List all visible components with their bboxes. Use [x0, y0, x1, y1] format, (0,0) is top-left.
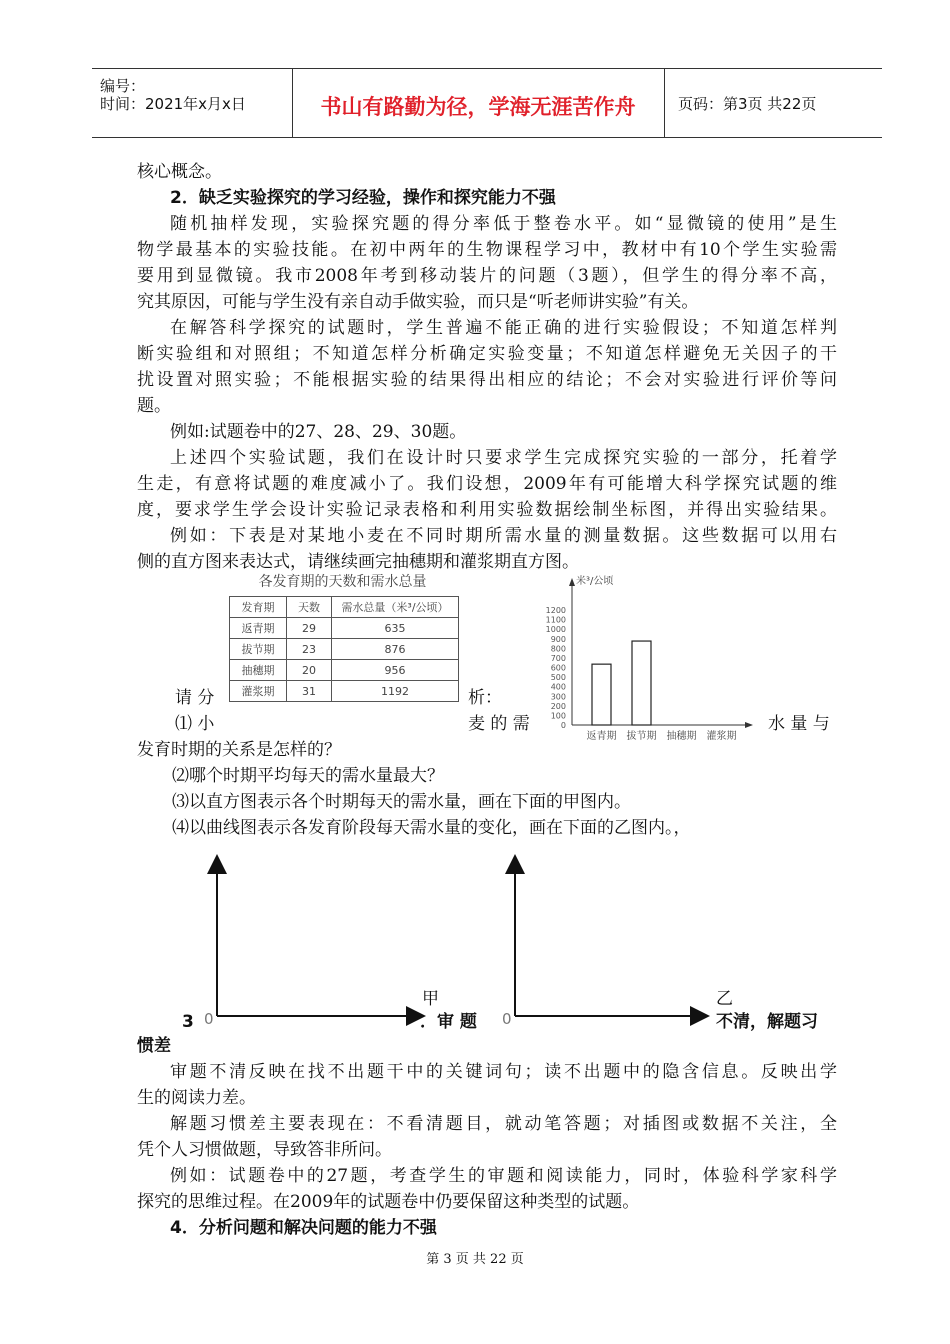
- y-axis-arrow: [569, 578, 575, 586]
- section-heading-3-num: 3: [182, 1012, 194, 1032]
- text-line: 凭个人习惯做题，导致答非所问。: [137, 1140, 392, 1160]
- table-header: 需水总量（米³/公顷）: [332, 597, 459, 618]
- y-tick-label: 400: [550, 682, 566, 692]
- bar: [632, 641, 651, 725]
- text-line: 物学最基本的实验技能。在初中两年的生物课程学习中，教材中有10个学生实验需: [137, 240, 837, 260]
- y-tick-label: 0: [560, 721, 566, 730]
- y-tick-label: 300: [550, 692, 566, 702]
- header-time: 时间：2021年x月x日: [100, 95, 246, 113]
- page-header: [92, 68, 882, 138]
- x-tick-label: 拔节期: [626, 731, 657, 742]
- x-tick-label: 灌浆期: [706, 731, 737, 742]
- table-cell: 956: [332, 660, 459, 681]
- table-title: 各发育期的天数和需水总量: [258, 574, 427, 590]
- table-row: [230, 639, 459, 660]
- y-tick-label: 500: [550, 673, 566, 683]
- section-heading-3-mid: ．审 题: [420, 1012, 477, 1032]
- table-cell: 返青期: [230, 618, 287, 639]
- text-fragment: ⑴ 小: [175, 714, 215, 734]
- page-footer: 第 3 页 共 22 页: [426, 1252, 524, 1267]
- text-line: 发育时期的关系是怎样的？: [137, 740, 341, 760]
- table-cell: 灌浆期: [230, 681, 287, 702]
- table-cell: 1192: [332, 681, 459, 702]
- text-fragment: 析：: [468, 688, 502, 708]
- origin-label-yi: 0: [502, 1010, 512, 1028]
- text-fragment: 麦 的 需: [468, 714, 530, 734]
- text-line: 生走，有意将试题的难度减小了。我们设想，2009年有可能增大科学探究试题的维: [137, 474, 837, 494]
- text-line: ⑷以曲线图表示各发育阶段每天需水量的变化，画在下面的乙图内。，: [172, 818, 691, 838]
- section-heading-4: 4．分析问题和解决问题的能力不强: [170, 1218, 437, 1238]
- figure-label-jia: 甲: [422, 989, 439, 1009]
- data-table: [229, 596, 459, 702]
- text-line: 究其原因，可能与学生没有亲自动手做实验，而只是“听老师讲实验”有关。: [137, 292, 699, 312]
- table-row: [230, 660, 459, 681]
- text-line: 探究的思维过程。在2009年的试题卷中仍要保留这种类型的试题。: [137, 1192, 640, 1212]
- section-heading-3-end: 惯差: [137, 1036, 171, 1056]
- text-fragment: 请 分: [175, 688, 215, 708]
- water-bar-chart: [540, 570, 760, 750]
- text-line: 审题不清反映在找不出题干中的关键词句；读不出题中的隐含信息。反映出学: [170, 1062, 837, 1082]
- table-cell: 拔节期: [230, 639, 287, 660]
- y-axis-label: 米³/公顷: [576, 576, 614, 587]
- y-tick-label: 700: [550, 653, 566, 663]
- figure-label-yi: 乙: [716, 989, 733, 1009]
- text-line: 断实验组和对照组；不知道怎样分析确定实验变量；不知道怎样避免无关因子的干: [137, 344, 837, 364]
- text-line: 题。: [137, 396, 171, 416]
- section-heading-3-right: 不清，解题习: [716, 1012, 818, 1032]
- y-tick-label: 1200: [545, 606, 566, 615]
- y-tick-label: 1000: [545, 625, 566, 635]
- table-header: 天数: [287, 597, 332, 618]
- text-fragment: 水 量 与: [768, 714, 830, 734]
- table-row: [230, 681, 459, 702]
- y-tick-label: 200: [550, 701, 566, 711]
- header-info-cell: [92, 69, 293, 137]
- header-id: 编号：: [100, 77, 146, 95]
- text-line: ⑶以直方图表示各个时期每天的需水量，画在下面的甲图内。: [172, 792, 631, 812]
- text-line: 生的阅读力差。: [137, 1088, 256, 1108]
- table-cell: 29: [287, 618, 332, 639]
- table-cell: 23: [287, 639, 332, 660]
- text-line: ⑵哪个时期平均每天的需水量最大？: [172, 766, 444, 786]
- x-tick-label: 返青期: [586, 731, 617, 742]
- text-line: 度，要求学生学会设计实验记录表格和利用实验数据绘制坐标图，并得出实验结果。: [137, 500, 837, 520]
- table-cell: 抽穗期: [230, 660, 287, 681]
- bar: [592, 664, 611, 725]
- table-header-row: [230, 597, 459, 618]
- y-tick-label: 600: [550, 663, 566, 673]
- text-line: 例如:试题卷中的27、28、29、30题。: [170, 422, 467, 442]
- table-row: [230, 618, 459, 639]
- text-line: 例如：试题卷中的27题，考查学生的审题和阅读能力，同时，体验科学家科学: [170, 1166, 837, 1186]
- table-cell: 31: [287, 681, 332, 702]
- text-line: 在解答科学探究的试题时，学生普遍不能正确的进行实验假设；不知道怎样判: [170, 318, 837, 338]
- header-page: 页码：第3页 共22页: [678, 95, 817, 113]
- table-cell: 20: [287, 660, 332, 681]
- y-tick-label: 100: [550, 711, 566, 721]
- header-motto: 书山有路勤为径，学海无涯苦作舟: [320, 95, 636, 119]
- text-line: 随机抽样发现，实验探究题的得分率低于整卷水平。如“显微镜的使用”是生: [170, 214, 837, 234]
- table-cell: 876: [332, 639, 459, 660]
- text-line: 要用到显微镜。我市2008年考到移动装片的问题（3题），但学生的得分率不高，: [137, 266, 837, 286]
- y-tick-label: 800: [550, 644, 566, 654]
- table-cell: 635: [332, 618, 459, 639]
- text-line: 上述四个实验试题，我们在设计时只要求学生完成探究实验的一部分，托着学: [170, 448, 837, 468]
- x-tick-label: 抽穗期: [666, 731, 697, 742]
- header-motto-cell: [292, 69, 665, 137]
- text-line: 扰设置对照实验；不能根据实验的结果得出相应的结论；不会对实验进行评价等问: [137, 370, 837, 390]
- origin-label-jia: 0: [204, 1010, 214, 1028]
- section-heading-2: 2．缺乏实验探究的学习经验，操作和探究能力不强: [170, 188, 556, 208]
- table-header: 发育期: [230, 597, 287, 618]
- text-line: 解题习惯差主要表现在：不看清题目，就动笔答题；对插图或数据不关注，全: [170, 1114, 837, 1134]
- y-tick-label: 900: [550, 634, 566, 644]
- text-line: 例如：下表是对某地小麦在不同时期所需水量的测量数据。这些数据可以用右: [170, 526, 837, 546]
- x-axis-arrow: [745, 722, 753, 728]
- y-tick-label: 1100: [545, 615, 566, 625]
- text-line: 核心概念。: [137, 162, 222, 182]
- text-line: 侧的直方图来表达式，请继续画完抽穗期和灌浆期直方图。: [137, 552, 579, 572]
